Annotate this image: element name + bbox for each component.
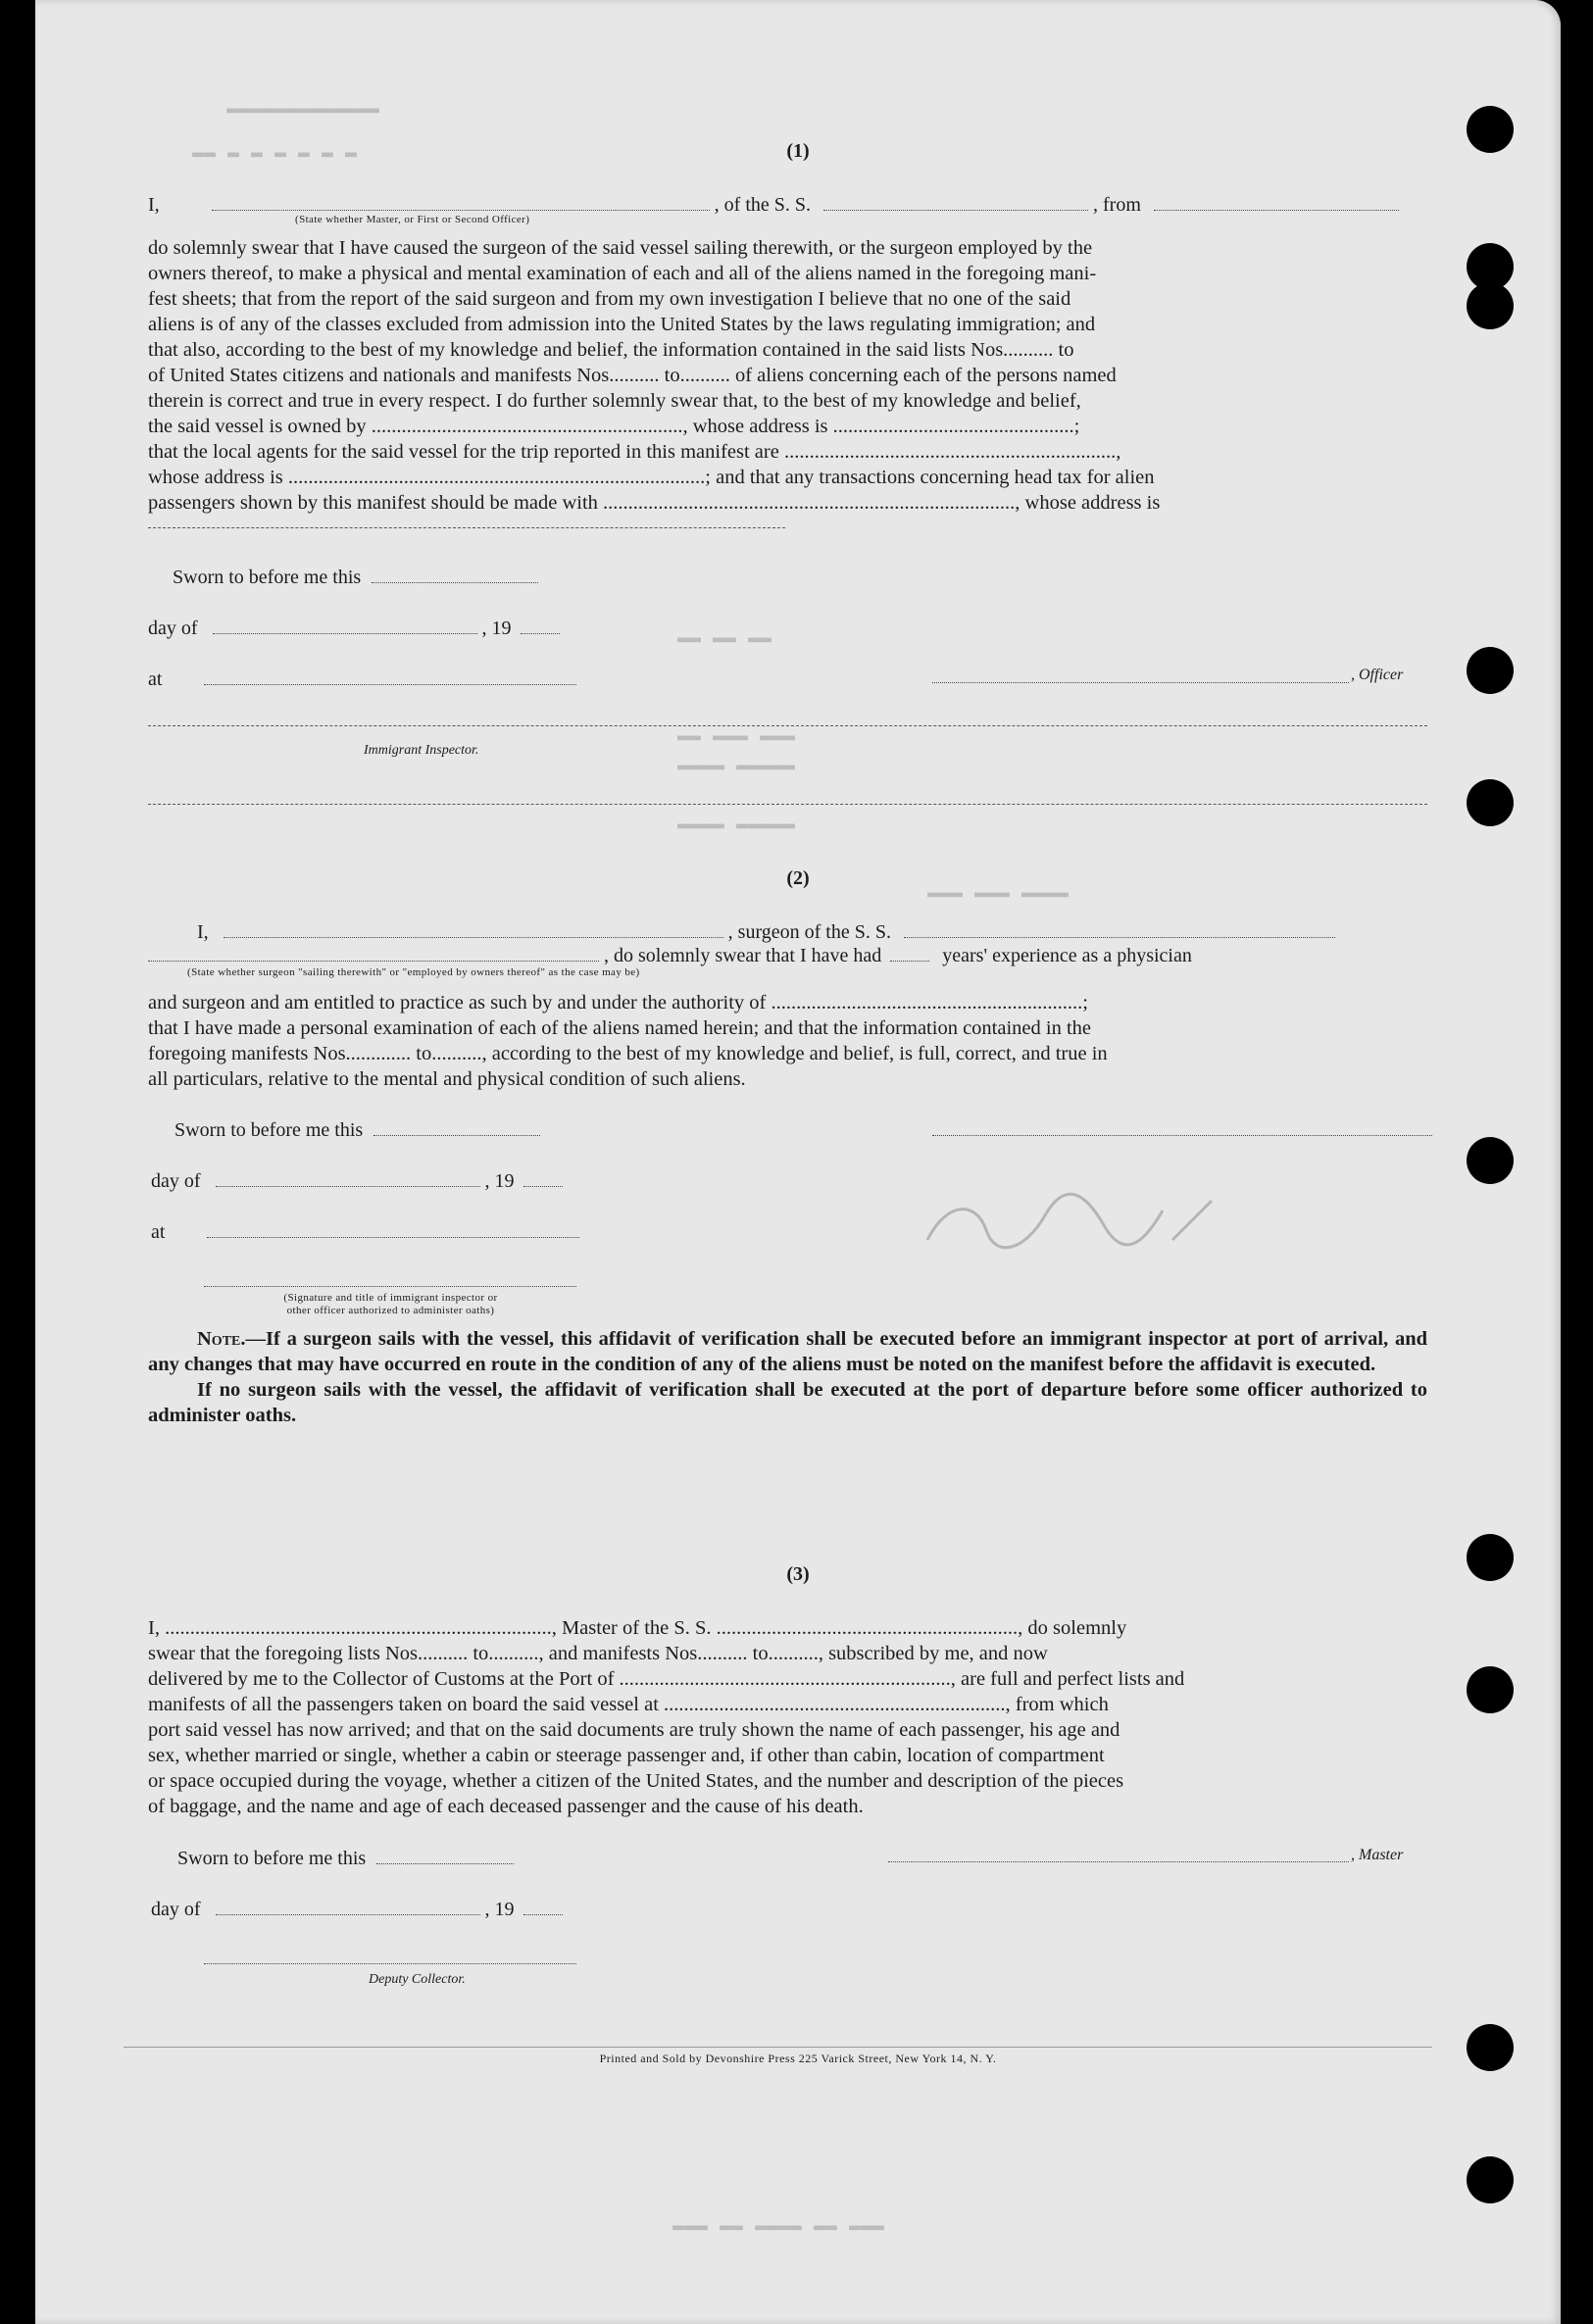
day-line-2: day of , 19 xyxy=(151,1168,1430,1194)
oath-admin-caption: (Signature and title of immigrant inspector or other officer authorized to administer oaths) xyxy=(283,1292,498,1316)
bleed-through-marks: ▬▬▬▬ ▬▬▬▬▬ xyxy=(677,814,796,836)
master-label: , Master xyxy=(1351,1847,1404,1863)
day-line-1: day of , 19 xyxy=(148,616,1427,641)
note-paragraph: Note.—If a surgeon sails with the vessel, this affidavit of verification shall be executed before an immigrant inspector at port of arrival, and any changes that may have occurred en route in the condition of any of the aliens must be noted on the manifest before the affidavit is executed. If no surgeon sails with the vessel, the affidavit of verification shall be executed at the port of departure before some officer authorized to administer oaths. xyxy=(148,1328,1427,1426)
footer-rule xyxy=(124,2047,1432,2048)
master-line: I, , of the S. S. , from xyxy=(148,192,1427,218)
sworn-line-2: Sworn to before me this xyxy=(174,1117,1454,1143)
punch-hole xyxy=(1467,647,1514,694)
section-heading-3: (3) xyxy=(786,1563,810,1585)
sworn-line-1: Sworn to before me this xyxy=(173,565,1452,590)
inspector-line xyxy=(148,725,1427,726)
surgeon-years-line: , do solemnly swear that I have had years' experience as a physician xyxy=(148,943,1427,968)
bleed-through-marks: ▬▬▬ ▬▬ ▬▬▬▬ ▬▬ ▬▬▬ xyxy=(672,2215,885,2238)
punch-hole xyxy=(1467,1137,1514,1184)
bleed-through-marks: ▬▬▬▬▬▬▬▬▬▬▬▬▬ xyxy=(226,98,380,121)
surgeon-line: I, , surgeon of the S. S. xyxy=(197,919,1476,945)
collector-signature-line xyxy=(204,1963,576,1964)
section-heading-2: (2) xyxy=(786,867,810,889)
handwritten-signature xyxy=(918,1181,1241,1260)
oath-admin-signature-line xyxy=(204,1286,576,1287)
day-line-3: day of , 19 xyxy=(151,1897,1430,1922)
bleed-through-marks: ▬▬▬▬ ▬▬▬▬▬ xyxy=(677,755,796,777)
master-caption: (State whether Master, or First or Second Officer) xyxy=(295,214,530,225)
section-3-oath: I, ............................................................................., Master of the S. S. ............................................................, do solemnly swear that the foregoing lists Nos.......... to.........., and manifests Nos.......... to.........., subscribed by me, and now delivered by me to the Collector of Customs at the Port of .................................................................., are full and perfect lists and manifests of all the passengers taken on board the said vessel at ...................................................................., from which port said vessel has now arrived; and that on the said documents are truly shown the name of each passenger, his age and sex, whether married or single, whether a cabin or steerage passenger and, if other than cabin, location of compartment or space occupied during the voyage, whether a citizen of the United States, and the number and description of the pieces of baggage, and the name and age of each deceased passenger and the cause of his death. xyxy=(148,1617,1185,1817)
at-line-1: at xyxy=(148,667,1427,692)
vessel-blank xyxy=(823,192,1088,211)
bleed-through-marks: ▬▬ ▬▬ ▬▬ xyxy=(677,627,772,650)
section-2-oath: and surgeon and am entitled to practice as such by and under the authority of ..............................................................; that I have made a personal examination of each of the aliens named herein; and that the information contained in the foregoing manifests Nos............. to.........., according to the best of my knowledge and belief, is full, correct, and true in all particulars, relative to the mental and physical condition of such aliens. xyxy=(148,992,1108,1090)
bleed-through-marks: ▬▬▬ ▬▬▬ ▬▬▬▬ xyxy=(927,882,1070,905)
immigrant-inspector-label: Immigrant Inspector. xyxy=(364,743,479,758)
punch-hole xyxy=(1467,779,1514,826)
master-signature-line xyxy=(888,1861,1349,1862)
dotted-line xyxy=(148,527,785,528)
officer-label: , Officer xyxy=(1351,667,1404,683)
punch-hole xyxy=(1467,1666,1514,1713)
note-label: Note. xyxy=(197,1328,246,1350)
punch-hole xyxy=(1467,282,1514,329)
document-page xyxy=(35,0,1561,2324)
deputy-collector-label: Deputy Collector. xyxy=(369,1972,466,1987)
at-line-2: at xyxy=(151,1219,1430,1245)
sworn-line-3: Sworn to before me this xyxy=(177,1846,1457,1871)
punch-hole xyxy=(1467,2156,1514,2203)
name-blank xyxy=(212,192,710,211)
inspector-line-2 xyxy=(148,804,1427,805)
section-1-oath: do solemnly swear that I have caused the surgeon of the said vessel sailing therewith, or the surgeon employed by the owners thereof, to make a physical and mental examination of each and all of the aliens named in the foregoing mani- fest sheets; that from the report of the said surgeon and from my own investigation I believe that no one of the said aliens is of any of the classes excluded from admission into the United States by the laws regulating immigration; and that also, according to the best of my knowledge and belief, the information contained in the said lists Nos.......... to of United States citizens and nationals and manifests Nos.......... to.......... of aliens concerning each of the persons named therein is correct and true in every respect. I do further solemnly swear that, to the best of my knowledge and belief, the said vessel is owned by .............................................................., whose address is ................................................; that the local agents for the said vessel for the trip reported in this manifest are .................................................................., whose address is ...................................................................................; and that any transactions concerning head tax for alien passengers shown by this manifest should be made with .................................................................................., whose address is xyxy=(148,237,1161,514)
surgeon-caption: (State whether surgeon "sailing therewith" or "employed by owners thereof" as the case may be) xyxy=(187,966,640,978)
printer-imprint: Printed and Sold by Devonshire Press 225 Varick Street, New York 14, N. Y. xyxy=(599,2052,997,2065)
bleed-through-marks: ▬▬ ▬ ▬ ▬ ▬ ▬ ▬ xyxy=(192,142,358,165)
bleed-through-marks: ▬▬ ▬▬▬ ▬▬▬ xyxy=(677,725,796,748)
section-heading-1: (1) xyxy=(786,140,810,162)
officer-signature-line xyxy=(932,682,1349,683)
port-blank xyxy=(1154,192,1399,211)
surgeon-signature-line xyxy=(932,1135,1432,1136)
